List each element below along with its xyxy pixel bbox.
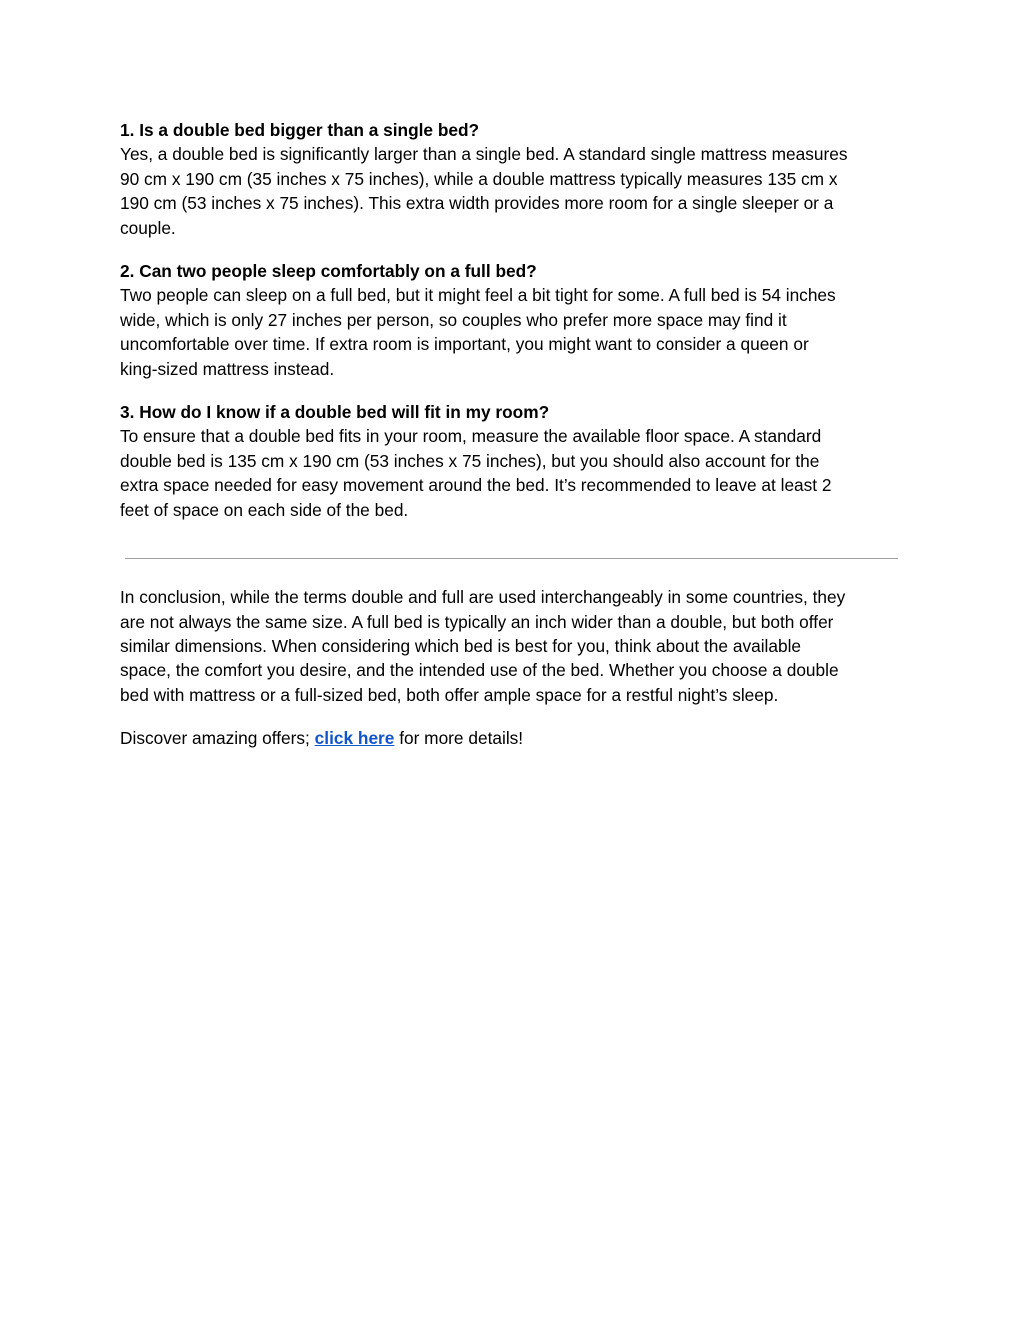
horizontal-divider [125, 558, 898, 559]
faq-answer: Yes, a double bed is significantly larger than a single bed. A standard single mattress measures 90 cm x 190 cm (35 inches x 75 inches), while a double mattress typically measures 135 cm x 190 cm (53 inches x 75 inches). This extra width provides more room for a single sleeper or a couple. [120, 144, 848, 238]
document-page [120, 118, 910, 751]
conclusion-paragraph: In conclusion, while the terms double and full are used interchangeably in some countries, they are not always the same size. A full bed is typically an inch wider than a double, but both offer similar dimensions. When considering which bed is best for you, think about the available space, the comfort you desire, and the intended use of the bed. Whether you choose a double bed with mattress or a full-sized bed, both offer ample space for a restful night’s sleep. [120, 587, 846, 705]
faq-item-2 [120, 259, 910, 381]
offer-line [120, 726, 910, 750]
faq-question: 1. Is a double bed bigger than a single bed? [120, 120, 480, 140]
faq-item-3 [120, 400, 910, 522]
faq-item-1 [120, 118, 910, 240]
faq-answer: Two people can sleep on a full bed, but it might feel a bit tight for some. A full bed is 54 inches wide, which is only 27 inches per person, so couples who prefer more space may find it uncomfortable over time. If extra room is important, you might want to consider a queen or king-sized mattress instead. [120, 285, 836, 379]
offer-suffix: for more details! [394, 728, 524, 749]
faq-question: 3. How do I know if a double bed will fit in my room? [120, 402, 550, 423]
faq-answer: To ensure that a double bed fits in your room, measure the available floor space. A standard double bed is 135 cm x 190 cm (53 inches x 75 inches), but you should also account for the extra space needed for easy movement around the bed. It’s recommended to leave at least 2 feet of space on each side of the bed. [120, 426, 832, 520]
click-here-link[interactable]: click here [314, 728, 395, 749]
faq-question: 2. Can two people sleep comfortably on a full bed? [120, 261, 537, 282]
offer-prefix: Discover amazing offers; [120, 728, 315, 749]
